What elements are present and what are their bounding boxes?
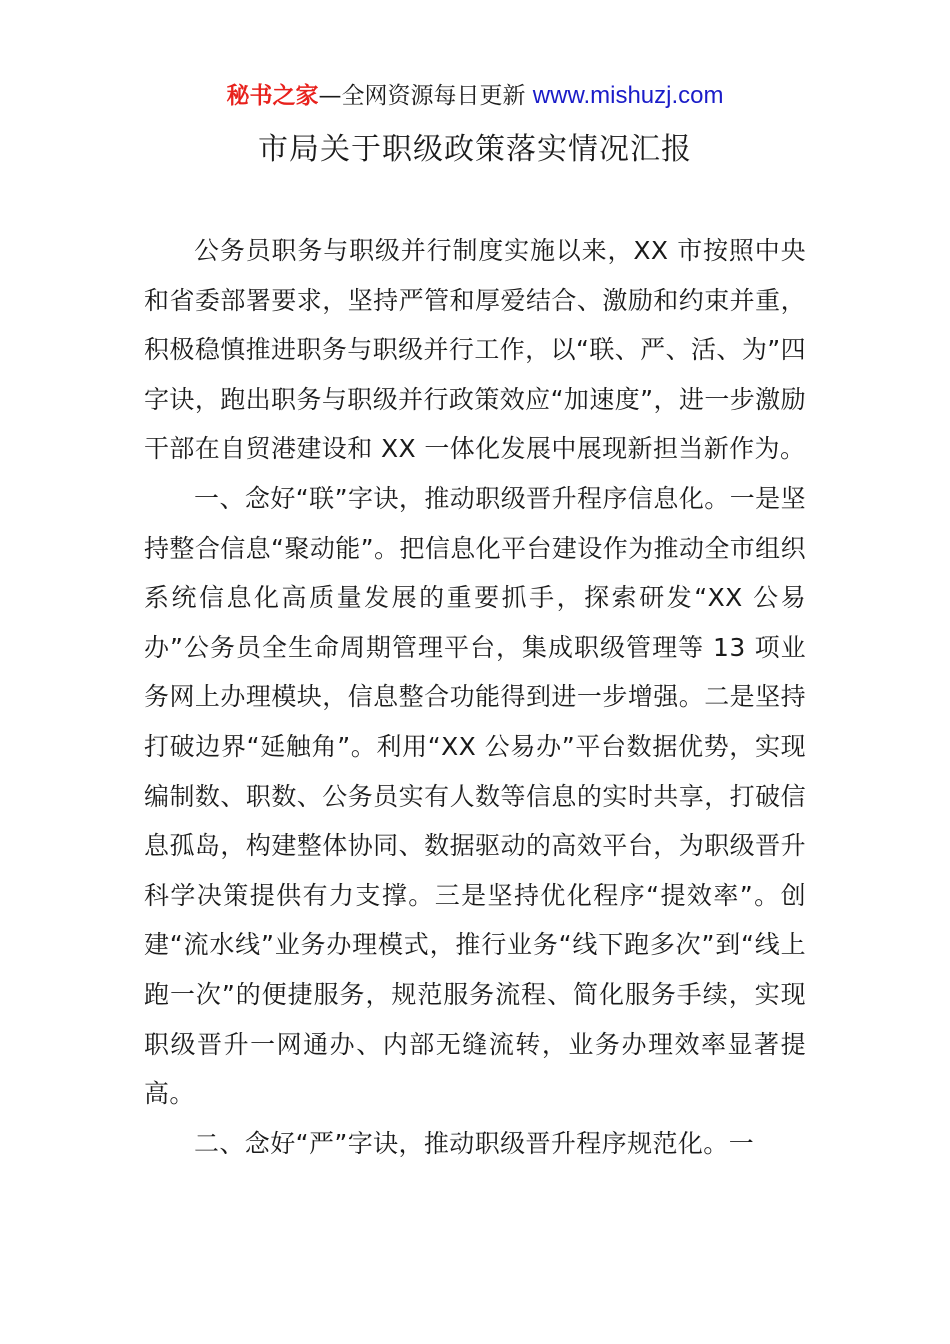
site-tagline: —全网资源每日更新	[318, 83, 533, 109]
brand-name: 秘书之家	[226, 83, 319, 109]
site-url-link[interactable]: www.mishuzj.com	[532, 82, 724, 109]
paragraph-intro: 公务员职务与职级并行制度实施以来，XX 市按照中央和省委部署要求，坚持严管和厚爱结合、激励和约束并重，积极稳慎推进职务与职级并行工作，以“联、严、活、为”四字诀，跑出职务与职级并行政策效应“加速度”，进一步激励干部在自贸港建设和 XX 一体化发展中展现新担当新作为。	[144, 236, 806, 464]
document-body	[144, 226, 806, 1168]
site-header	[0, 80, 950, 112]
paragraph-section-1: 一、念好“联”字诀，推动职级晋升程序信息化。一是坚持整合信息“聚动能”。把信息化平台建设作为推动全市组织系统信息化高质量发展的重要抓手，探索研发“XX 公易办”公务员全生命周期管理平台，集成职级管理等 13 项业务网上办理模块，信息整合功能得到进一步增强。二是坚持打破边界“延触角”。利用“XX 公易办”平台数据优势，实现编制数、职数、公务员实有人数等信息的实时共享，打破信息孤岛，构建整体协同、数据驱动的高效平台，为职级晋升科学决策提供有力支撑。三是坚持优化程序“提效率”。创建“流水线”业务办理模式，推行业务“线下跑多次”到“线上跑一次”的便捷服务，规范服务流程、简化服务手续，实现职级晋升一网通办、内部无缝流转，业务办理效率显著提高。	[144, 483, 806, 1109]
document-title: 市局关于职级政策落实情况汇报	[258, 132, 692, 167]
paragraph-section-2: 二、念好“严”字诀，推动职级晋升程序规范化。一	[194, 1128, 755, 1158]
